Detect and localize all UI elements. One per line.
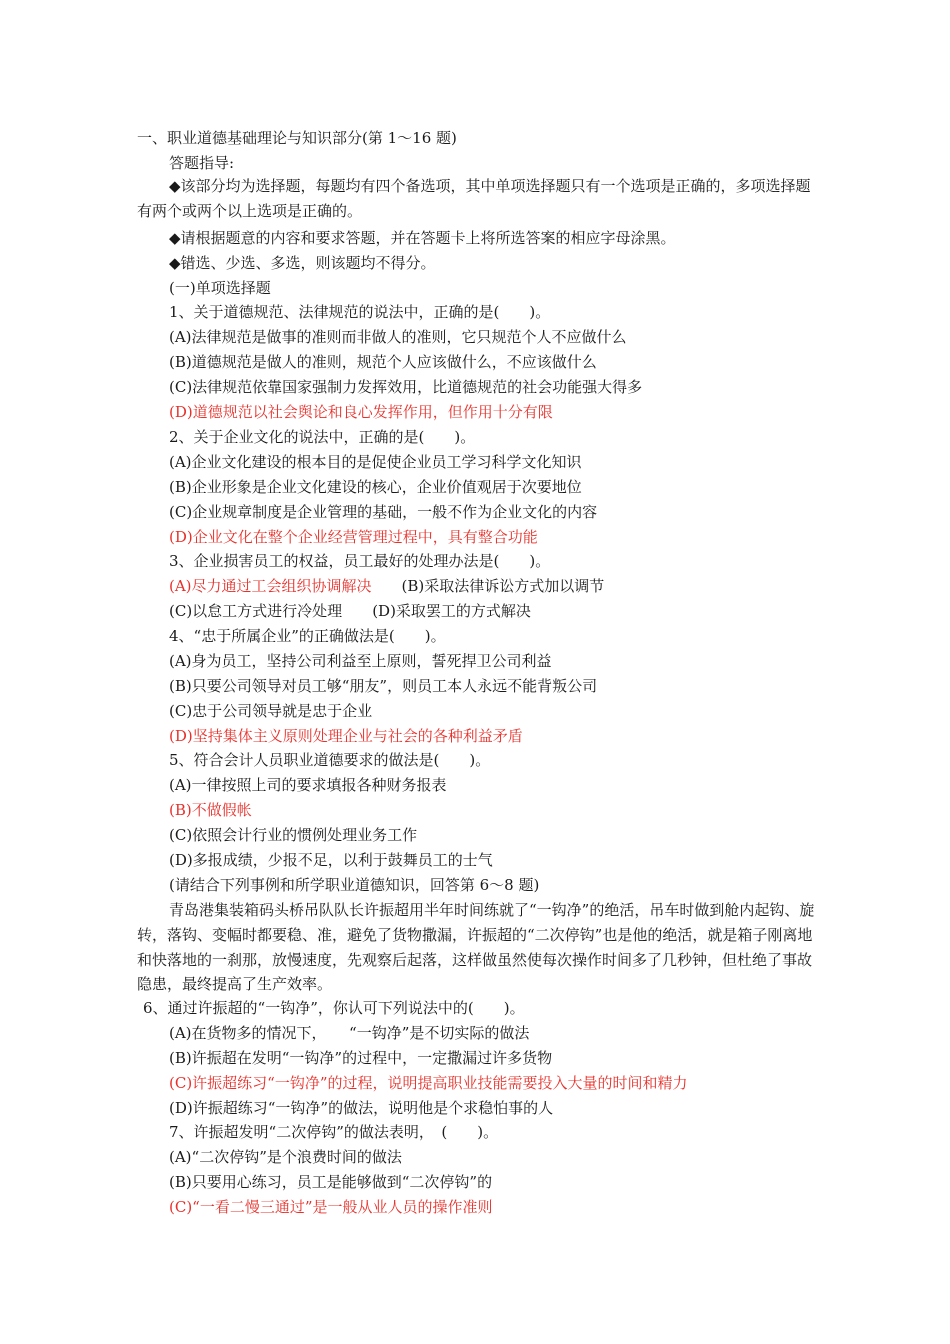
instruction-3: ◆错选、少选、多选，则该题均不得分。 [169, 254, 436, 272]
question-5-option-d: (D)多报成绩，少报不足，以利于鼓舞员工的士气 [169, 851, 493, 869]
question-5-option-c: (C)依照会计行业的惯例处理业务工作 [169, 826, 418, 844]
guide-label: 答题指导: [169, 154, 235, 172]
question-4-option-b: (B)只要公司领导对员工够“朋友”，则员工本人永远不能背叛公司 [169, 677, 598, 695]
question-4-stem: 4、“忠于所属企业”的正确做法是( )。 [169, 627, 446, 645]
question-6-stem: 6、通过许振超的“一钩净”，你认可下列说法中的( )。 [143, 999, 525, 1017]
question-7-option-a: (A)“二次停钩”是个浪费时间的做法 [169, 1148, 402, 1166]
question-2-stem: 2、关于企业文化的说法中，正确的是( )。 [169, 428, 476, 446]
question-7-stem: 7、许振超发明“二次停钩”的做法表明， ( )。 [169, 1123, 499, 1141]
instruction-2: ◆请根据题意的内容和要求答题，并在答题卡上将所选答案的相应字母涂黑。 [169, 229, 676, 247]
question-6-option-d: (D)许振超练习“一钩净”的做法，说明他是个求稳怕事的人 [169, 1099, 554, 1117]
question-1-option-d-answer: (D)道德规范以社会舆论和良心发挥作用，但作用十分有限 [169, 403, 553, 421]
instruction-1: ◆该部分均为选择题，每题均有四个备选项，其中单项选择题只有一个选项是正确的，多项选择题有两个或两个以上选项是正确的。 [137, 177, 811, 220]
question-3-option-b: (B)采取法律诉讼方式加以调节 [401, 577, 605, 595]
question-4-option-d-answer: (D)坚持集体主义原则处理企业与社会的各种利益矛盾 [169, 727, 523, 745]
question-6-option-b: (B)许振超在发明“一钩净”的过程中，一定撒漏过许多货物 [169, 1049, 553, 1067]
case-intro: (请结合下列事例和所学职业道德知识，回答第 6～8 题) [169, 876, 540, 894]
question-3-option-d: (D)采取罢工的方式解决 [372, 602, 531, 620]
question-5-option-a: (A)一律按照上司的要求填报各种财务报表 [169, 776, 447, 794]
question-6-option-c-answer: (C)许振超练习“一钩净”的过程，说明提高职业技能需要投入大量的时间和精力 [169, 1074, 688, 1092]
question-2-option-d-answer: (D)企业文化在整个企业经营管理过程中，具有整合功能 [169, 528, 538, 546]
question-2-option-b: (B)企业形象是企业文化建设的核心，企业价值观居于次要地位 [169, 478, 582, 496]
question-4-option-a: (A)身为员工，坚持公司利益至上原则，誓死捍卫公司利益 [169, 652, 552, 670]
question-6-option-a: (A)在货物多的情况下， “一钩净”是不切实际的做法 [169, 1024, 530, 1042]
subsection-title: (一)单项选择题 [169, 279, 271, 297]
question-2-option-c: (C)企业规章制度是企业管理的基础，一般不作为企业文化的内容 [169, 503, 598, 521]
question-2-option-a: (A)企业文化建设的根本目的是促使企业员工学习科学文化知识 [169, 453, 582, 471]
question-3-options-row-2 [169, 601, 531, 621]
question-1-option-a: (A)法律规范是做事的准则而非做人的准则，它只规范个人不应做什么 [169, 328, 627, 346]
question-3-option-a-answer: (A)尽力通过工会组织协调解决 [169, 577, 372, 595]
question-3-options-row-1 [169, 576, 604, 596]
question-3-option-c: (C)以怠工方式进行冷处理 [169, 602, 343, 620]
question-1-stem: 1、关于道德规范、法律规范的说法中，正确的是( )。 [169, 303, 551, 321]
question-5-stem: 5、符合会计人员职业道德要求的做法是( )。 [169, 751, 491, 769]
case-story: 青岛港集装箱码头桥吊队队长许振超用半年时间练就了“一钩净”的绝活，吊车时做到舱内起钩、旋转，落钩、变幅时都要稳、准，避免了货物撒漏，许振超的“二次停钩”也是他的绝活，就是箱子刚离地和快落地的一刹那，放慢速度，先观察后起落，这样做虽然使每次操作时间多了几秒钟，但杜绝了事故隐患，最终提高了生产效率。 [137, 901, 815, 994]
question-3-stem: 3、企业损害员工的权益，员工最好的处理办法是( )。 [169, 552, 551, 570]
question-1-option-c: (C)法律规范依靠国家强制力发挥效用，比道德规范的社会功能强大得多 [169, 378, 643, 396]
question-4-option-c: (C)忠于公司领导就是忠于企业 [169, 702, 373, 720]
question-1-option-b: (B)道德规范是做人的准则，规范个人应该做什么，不应该做什么 [169, 353, 597, 371]
question-5-option-b-answer: (B)不做假帐 [169, 801, 252, 819]
section-title: 一、职业道德基础理论与知识部分(第 1～16 题) [137, 129, 457, 147]
question-7-option-c-answer: (C)“一看二慢三通过”是一般从业人员的操作准则 [169, 1198, 493, 1216]
question-7-option-b: (B)只要用心练习，员工是能够做到“二次停钩”的 [169, 1173, 493, 1191]
